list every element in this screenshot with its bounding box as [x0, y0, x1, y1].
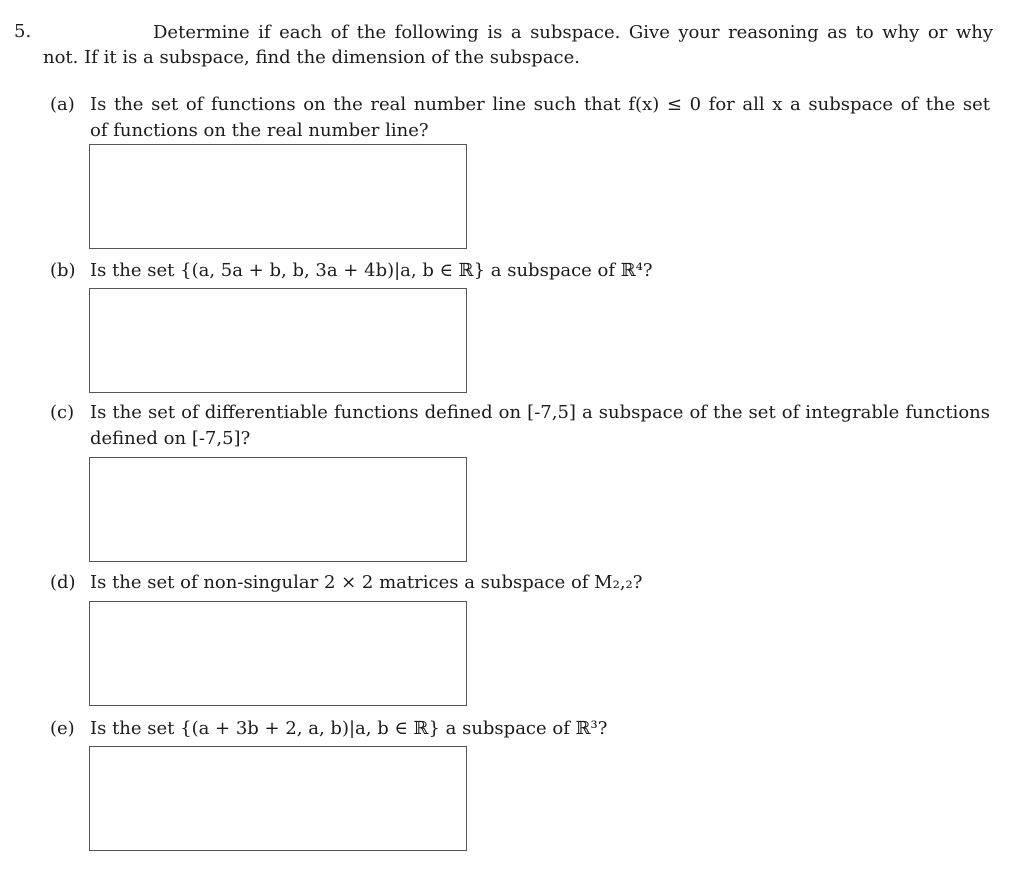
part-b-line-1: Is the set {(a, 5a + b, b, 3a + 4b)|a, b ∈ ℝ} a subspace of ℝ⁴? — [90, 260, 653, 281]
part-e-line-1: Is the set {(a + 3b + 2, a, b)|a, b ∈ ℝ} a subspace of ℝ³? — [90, 718, 608, 739]
intro-line-1: Determine if each of the following is a subspace. Give your reasoning as to why or why — [153, 22, 993, 43]
answer-box-a[interactable] — [89, 144, 467, 249]
part-d-question — [90, 570, 990, 596]
answer-box-d[interactable] — [89, 601, 467, 706]
answer-box-e[interactable] — [89, 746, 467, 851]
part-e-question — [90, 716, 990, 742]
part-a-line-2: of functions on the real number line? — [90, 120, 429, 141]
part-a-label: (a) — [50, 94, 75, 115]
part-d-line-1: Is the set of non-singular 2 × 2 matrices a subspace of M₂,₂? — [90, 572, 643, 593]
part-d-label: (d) — [50, 572, 76, 593]
part-a-question — [90, 92, 990, 144]
answer-box-b[interactable] — [89, 288, 467, 393]
part-c-question — [90, 400, 990, 452]
part-c-line-1: Is the set of differentiable functions defined on [-7,5] a subspace of the set of integrable functions — [90, 402, 990, 423]
intro-line-2: not. If it is a subspace, find the dimension of the subspace. — [43, 47, 581, 68]
question-intro — [43, 20, 993, 70]
part-c-line-2: defined on [-7,5]? — [90, 428, 251, 449]
part-a-line-1: Is the set of functions on the real number line such that f(x) ≤ 0 for all x a subspace of the set — [90, 94, 990, 115]
question-number: 5. — [14, 21, 32, 42]
part-b-question — [90, 258, 990, 284]
answer-box-c[interactable] — [89, 457, 467, 562]
part-e-label: (e) — [50, 718, 75, 739]
part-b-label: (b) — [50, 260, 76, 281]
part-c-label: (c) — [50, 402, 75, 423]
